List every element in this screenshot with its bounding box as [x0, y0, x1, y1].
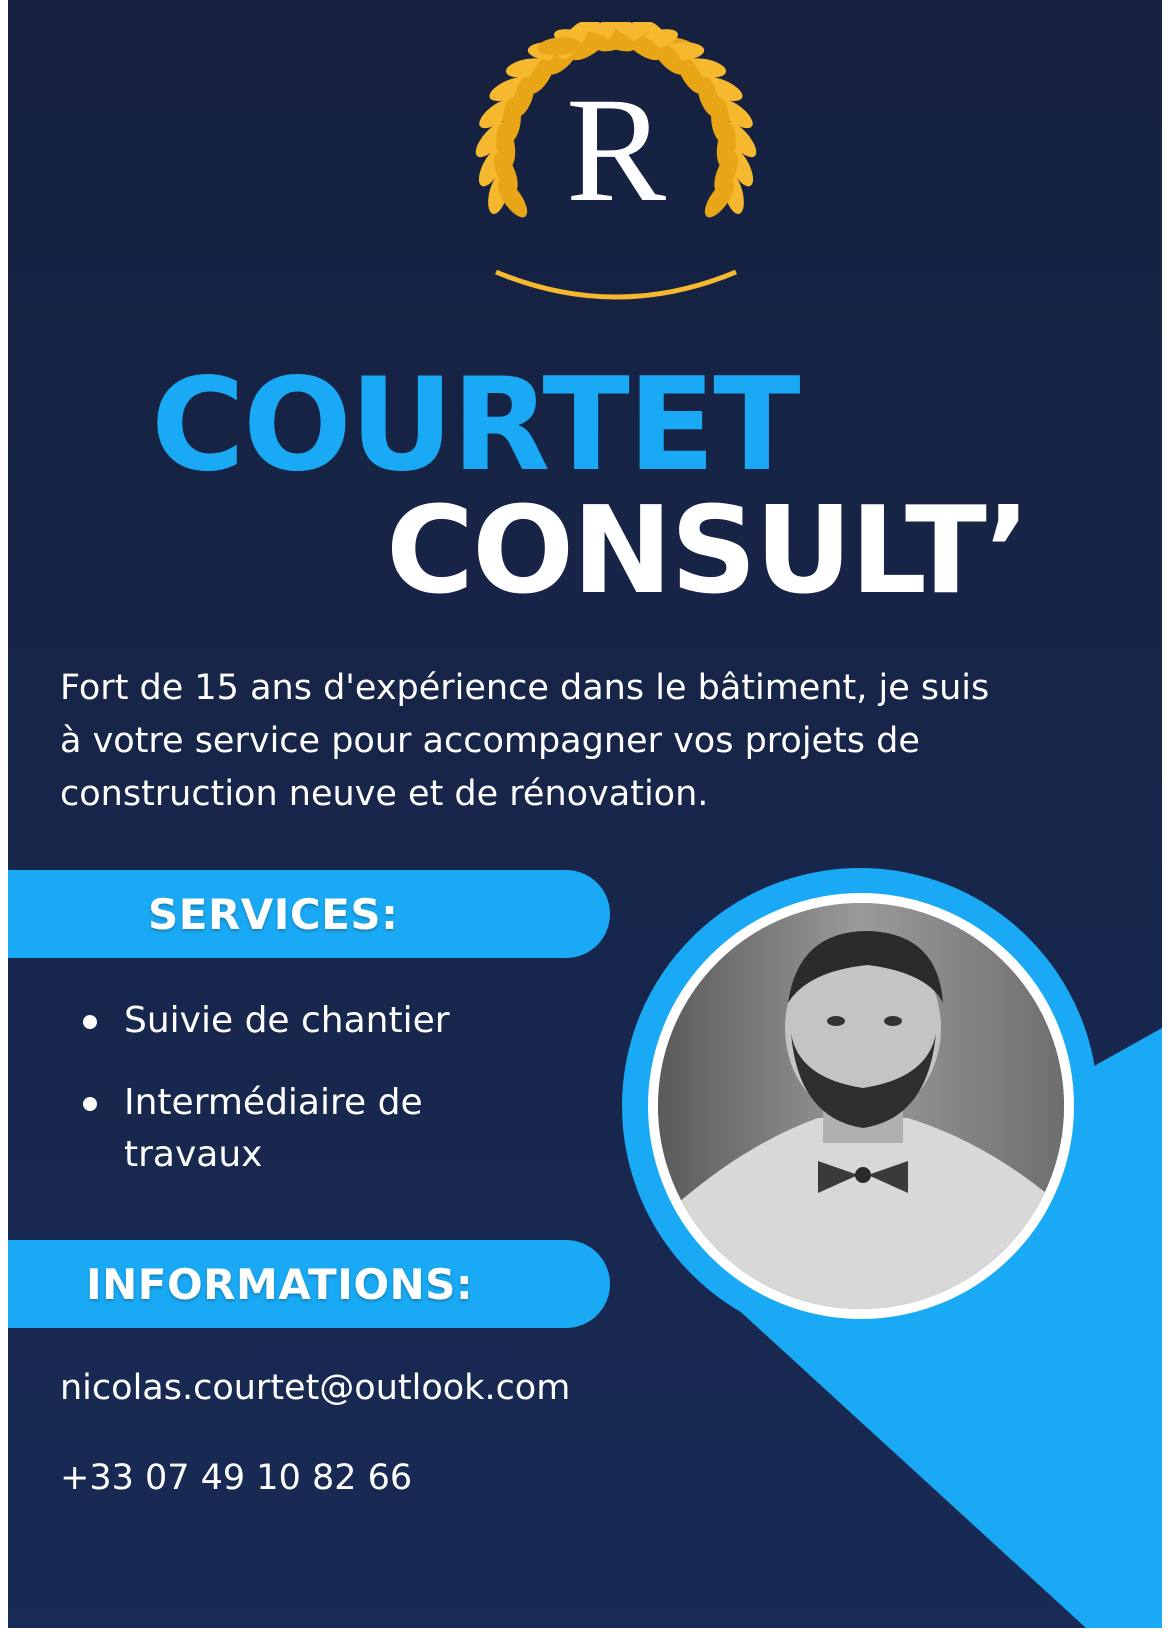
services-heading: SERVICES:	[148, 889, 399, 939]
services-banner	[8, 870, 610, 958]
flyer	[8, 0, 1162, 1628]
portrait-photo-icon	[658, 903, 1064, 1309]
information-heading: INFORMATIONS:	[86, 1259, 474, 1309]
brand-title-line2: CONSULT’	[386, 482, 1029, 621]
laurel-logo	[436, 22, 796, 322]
information-banner	[8, 1240, 610, 1328]
contact-phone[interactable]: +33 07 49 10 82 66	[60, 1458, 413, 1498]
services-list	[78, 995, 538, 1211]
logo-letter: R	[565, 67, 667, 233]
brand-title-line1: COURTET	[151, 351, 799, 500]
laurel-wreath-icon	[436, 22, 796, 322]
intro-paragraph: Fort de 15 ans d'expérience dans le bâtiment, je suis à votre service pour accompagner vos projets de construction neuve et de rénovation.	[60, 668, 990, 814]
portrait-photo	[648, 893, 1074, 1319]
service-item: Suivie de chantier	[78, 995, 538, 1047]
service-item: Intermédiaire de travaux	[78, 1077, 538, 1181]
contact-email[interactable]: nicolas.courtet@outlook.com	[60, 1368, 571, 1408]
